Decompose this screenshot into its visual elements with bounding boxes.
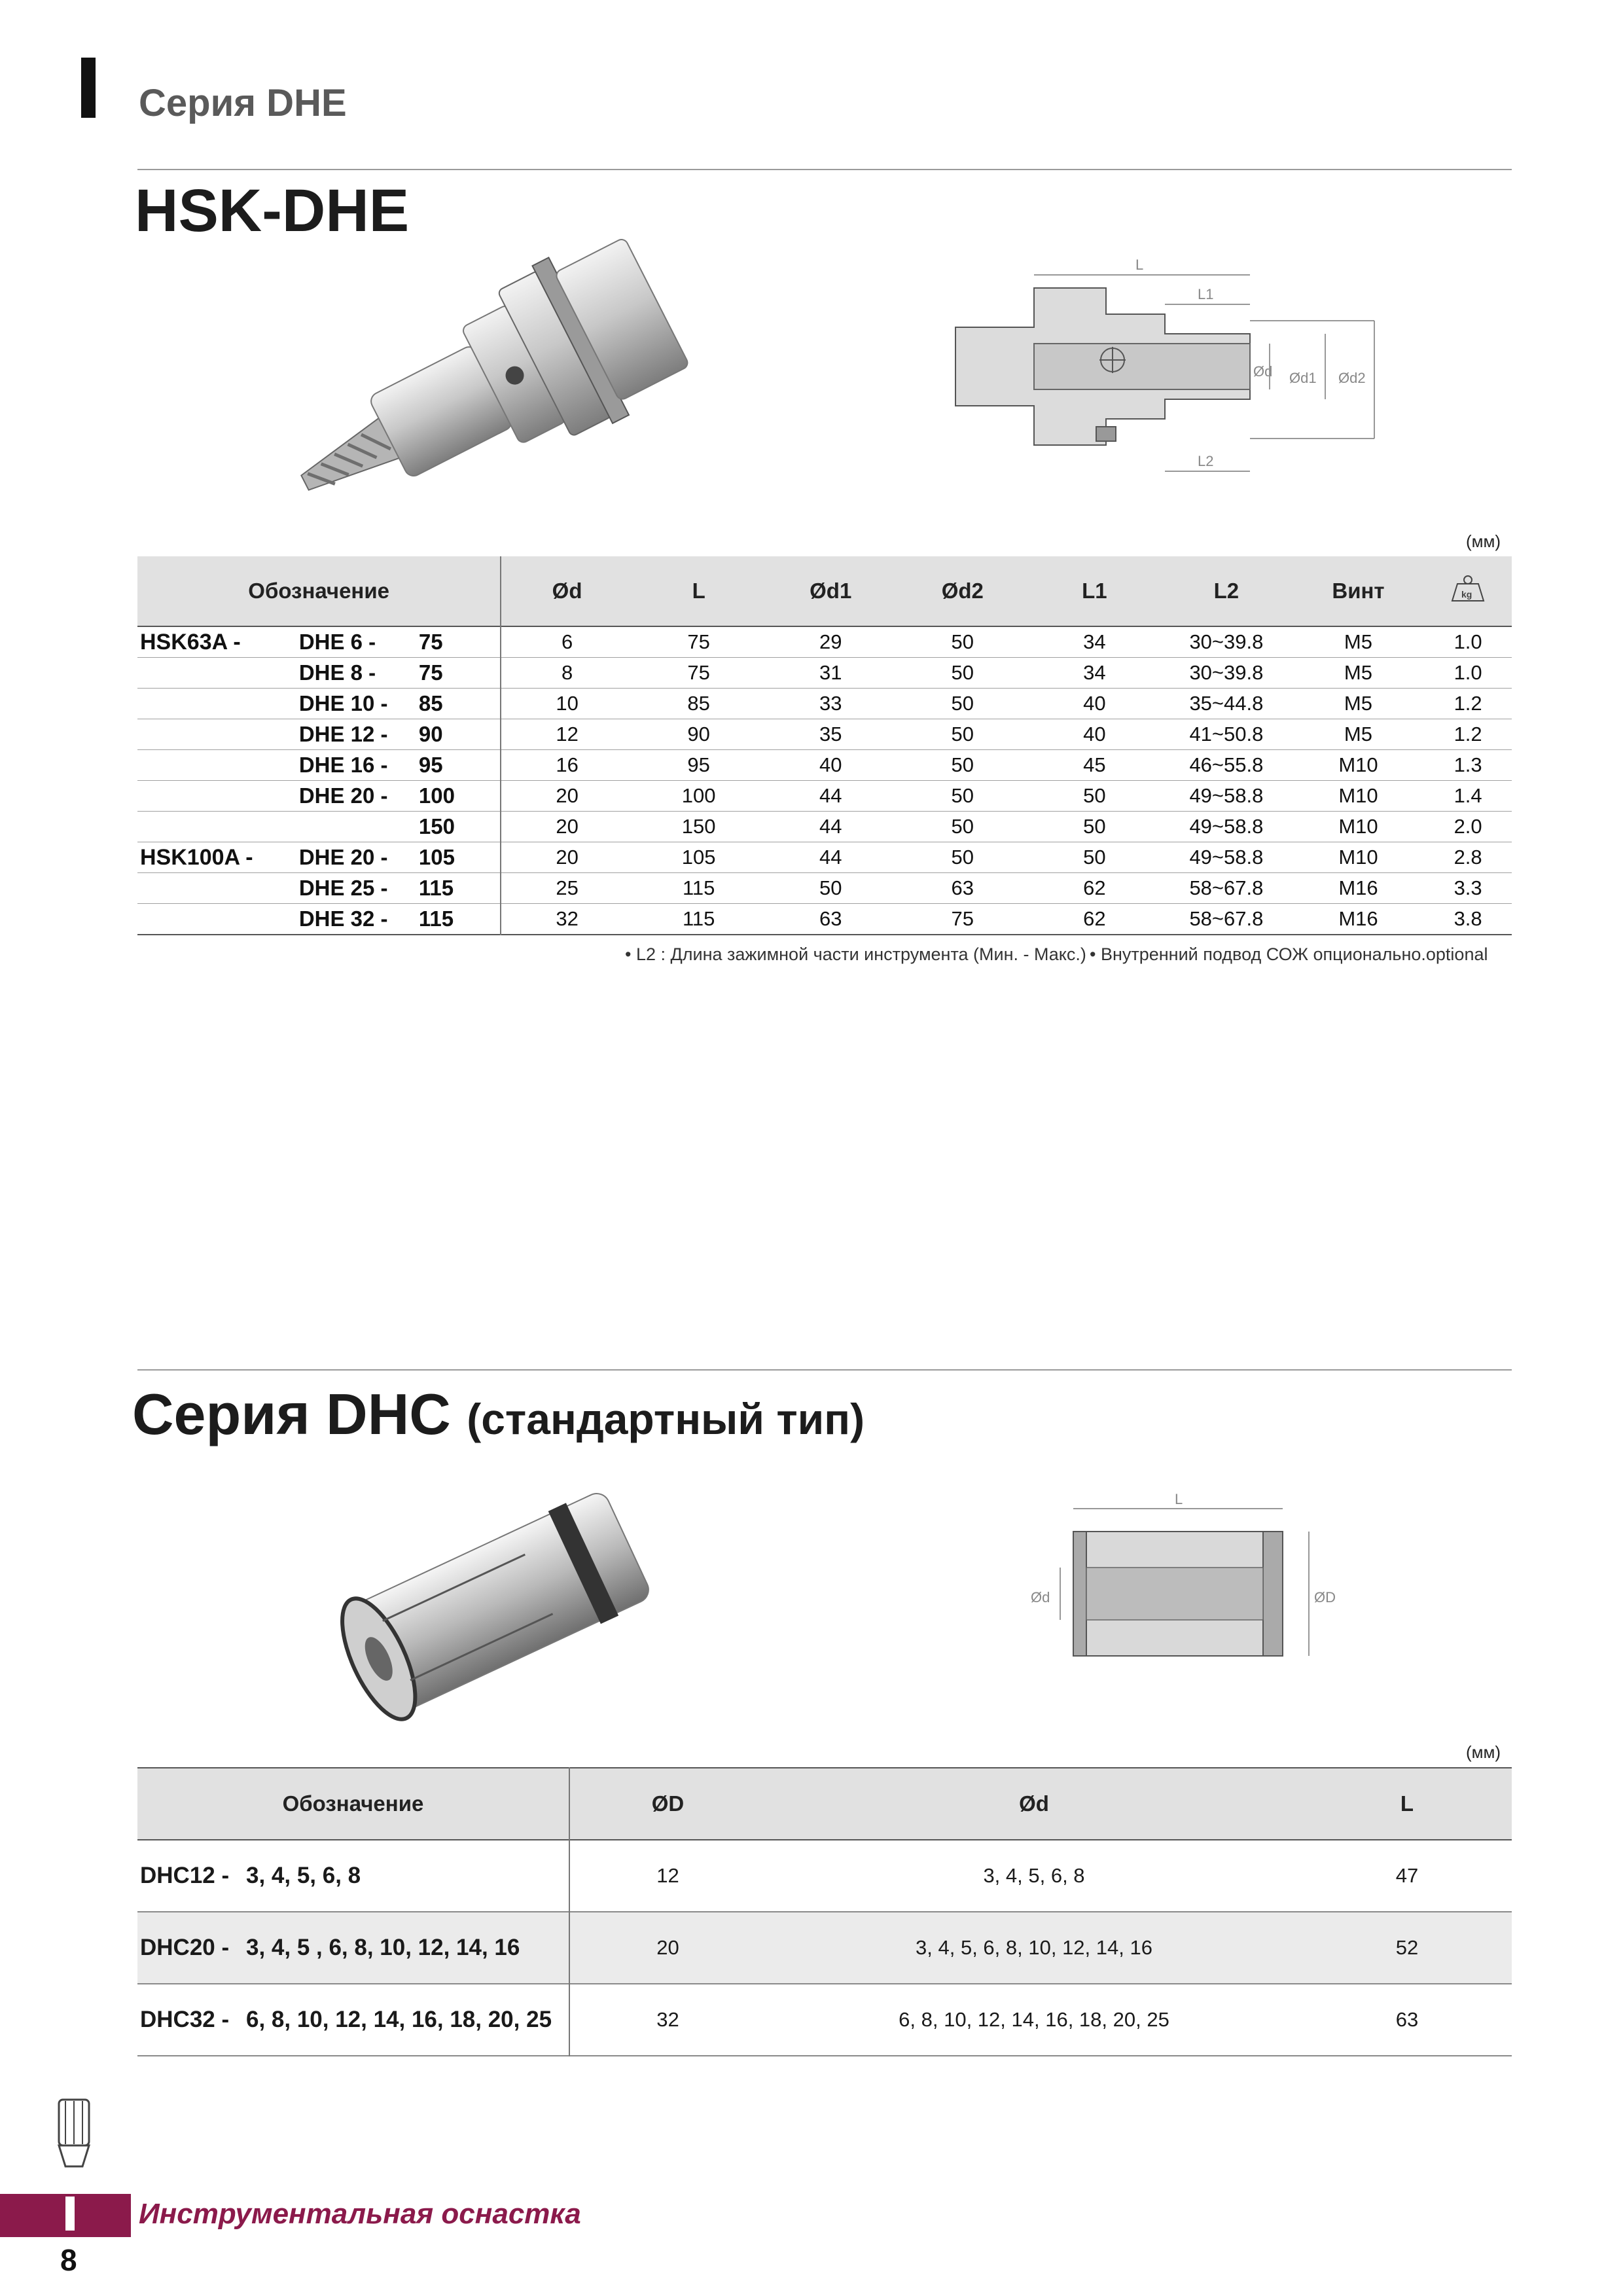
d-cell: 12 <box>556 723 579 745</box>
length-cell: 85 <box>419 689 501 719</box>
weight-cell: 1.3 <box>1454 753 1482 776</box>
L-cell: 115 <box>682 907 715 930</box>
model-cell <box>137 689 299 719</box>
L-cell: 47 <box>1395 1864 1419 1887</box>
header-divider <box>137 169 1512 170</box>
model-cell: DHC12 - <box>140 1863 230 1888</box>
model-cell <box>137 873 299 904</box>
d1-cell: 33 <box>819 692 842 715</box>
model-cell <box>137 781 299 812</box>
model-cell <box>137 904 299 935</box>
d2-cell: 63 <box>951 876 974 899</box>
screw-cell: M5 <box>1344 723 1372 745</box>
table-row <box>137 719 1512 750</box>
footer-chapter-mark <box>65 2197 75 2231</box>
d-cell: 6 <box>561 630 573 653</box>
col-screw: Винт <box>1293 556 1425 626</box>
weight-cell: 2.8 <box>1454 846 1482 869</box>
table2-unit: (мм) <box>1466 1742 1501 1762</box>
d-cell: 3, 4, 5, 6, 8 <box>983 1864 1085 1887</box>
d2-cell: 50 <box>951 723 974 745</box>
col-d1: Ød1 <box>764 556 897 626</box>
d-cell: 6, 8, 10, 12, 14, 16, 18, 20, 25 <box>899 2008 1169 2031</box>
sizes-cell: 6, 8, 10, 12, 14, 16, 18, 20, 25 <box>243 1984 569 2056</box>
screw-cell: M10 <box>1338 846 1378 869</box>
length-cell: 105 <box>419 842 501 873</box>
d2-cell: 50 <box>951 815 974 838</box>
d-cell: 16 <box>556 753 579 776</box>
svg-text:kg: kg <box>1461 589 1472 600</box>
weight-cell: 3.3 <box>1454 876 1482 899</box>
dim-d1: Ød1 <box>1289 370 1317 386</box>
model-cell <box>137 719 299 750</box>
L-cell: 63 <box>1395 2008 1419 2031</box>
dim-d: Ød <box>1253 363 1273 380</box>
hsk-dhe-photo <box>268 236 713 537</box>
d-cell: 20 <box>556 815 579 838</box>
d2-cell: 75 <box>951 907 974 930</box>
table-row <box>137 812 1512 842</box>
weight-cell: 1.2 <box>1454 692 1482 715</box>
L-cell: 95 <box>687 753 710 776</box>
d1-cell: 50 <box>819 876 842 899</box>
screw-cell: M5 <box>1344 630 1372 653</box>
weight-cell: 1.4 <box>1454 784 1482 807</box>
screw-cell: M16 <box>1338 876 1378 899</box>
table-row <box>137 750 1512 781</box>
L1-cell: 50 <box>1083 846 1106 869</box>
dim-L1: L1 <box>1198 286 1214 302</box>
col-L1: L1 <box>1029 556 1161 626</box>
col-L2: L2 <box>1160 556 1293 626</box>
weight-cell: 1.2 <box>1454 723 1482 745</box>
col-d: Ød <box>501 556 633 626</box>
sizes-cell: 3, 4, 5, 6, 8 <box>243 1840 569 1912</box>
d-cell: 8 <box>561 661 573 684</box>
L1-cell: 40 <box>1083 723 1106 745</box>
dhe-cell: DHE 8 - <box>298 660 376 685</box>
L1-cell: 34 <box>1083 630 1106 653</box>
dhc-drawing <box>1014 1492 1355 1689</box>
dim2-D: ØD <box>1314 1589 1336 1605</box>
model-cell <box>137 812 299 842</box>
d1-cell: 44 <box>819 815 842 838</box>
length-cell: 150 <box>419 812 501 842</box>
length-cell: 95 <box>419 750 501 781</box>
d-cell: 25 <box>556 876 579 899</box>
model-cell: HSK63A - <box>140 629 241 655</box>
screw-cell: M10 <box>1338 784 1378 807</box>
model-cell: HSK100A - <box>140 844 253 870</box>
col-designation: Обозначение <box>137 556 501 626</box>
weight-icon <box>1448 572 1488 605</box>
d-cell: 20 <box>556 846 579 869</box>
table-row <box>137 658 1512 689</box>
d-cell: 32 <box>556 907 579 930</box>
dim2-L: L <box>1175 1492 1183 1507</box>
page-number: 8 <box>60 2243 77 2277</box>
d2-cell: 50 <box>951 630 974 653</box>
d-cell: 10 <box>556 692 579 715</box>
model-cell: DHC32 - <box>140 2007 230 2032</box>
footer-title: Инструментальная оснастка <box>139 2198 581 2230</box>
L1-cell: 62 <box>1083 907 1106 930</box>
section1-title: HSK-DHE <box>135 177 410 244</box>
table-row <box>137 873 1512 904</box>
table-row <box>137 1840 1512 1912</box>
L1-cell: 34 <box>1083 661 1106 684</box>
table-row <box>137 1984 1512 2056</box>
d1-cell: 63 <box>819 907 842 930</box>
length-cell: 115 <box>419 904 501 935</box>
section2-title <box>132 1381 865 1448</box>
L1-cell: 45 <box>1083 753 1106 776</box>
d2-cell: 50 <box>951 753 974 776</box>
col-d2: Ød2 <box>897 556 1029 626</box>
table-row <box>137 781 1512 812</box>
screw-cell: M10 <box>1338 815 1378 838</box>
dhe-cell: DHE 16 - <box>298 753 388 777</box>
screw-cell: M16 <box>1338 907 1378 930</box>
d2-cell: 50 <box>951 784 974 807</box>
dhc-table <box>137 1767 1512 2056</box>
section2-divider <box>137 1369 1512 1371</box>
d2-cell: 50 <box>951 692 974 715</box>
col-L: L <box>633 556 765 626</box>
col2-designation: Обозначение <box>137 1768 569 1840</box>
sizes-cell: 3, 4, 5 , 6, 8, 10, 12, 14, 16 <box>243 1912 569 1984</box>
dhe-cell: DHE 20 - <box>298 783 388 808</box>
dhe-cell: DHE 12 - <box>298 722 388 746</box>
d1-cell: 29 <box>819 630 842 653</box>
dhe-cell: DHE 25 - <box>298 876 388 900</box>
screw-cell: M5 <box>1344 692 1372 715</box>
table-row <box>137 842 1512 873</box>
header-series: Серия DHE <box>139 82 347 124</box>
L-cell: 105 <box>681 846 716 869</box>
col2-L: L <box>1302 1768 1512 1840</box>
header-bar <box>81 58 96 118</box>
L2-cell: 58~67.8 <box>1189 907 1264 930</box>
L1-cell: 50 <box>1083 784 1106 807</box>
model-cell: DHC20 - <box>137 1912 243 1984</box>
weight-cell: 1.0 <box>1454 661 1482 684</box>
d1-cell: 44 <box>819 784 842 807</box>
L2-cell: 49~58.8 <box>1189 815 1264 838</box>
dhc-collet-photo <box>327 1466 668 1741</box>
d-cell: 20 <box>556 784 579 807</box>
dhe-cell: DHE 32 - <box>298 906 388 931</box>
weight-cell: 2.0 <box>1454 815 1482 838</box>
collet-icon <box>51 2093 97 2178</box>
dim-d2: Ød2 <box>1338 370 1366 386</box>
L-cell: 85 <box>687 692 710 715</box>
L2-cell: 58~67.8 <box>1189 876 1264 899</box>
L2-cell: 30~39.8 <box>1189 630 1264 653</box>
length-cell: 75 <box>419 658 501 689</box>
dhe-cell: DHE 10 - <box>298 691 388 715</box>
weight-cell: 3.8 <box>1454 907 1482 930</box>
D-cell: 32 <box>656 2008 679 2031</box>
weight-cell: 1.0 <box>1454 630 1482 653</box>
length-cell: 100 <box>419 781 501 812</box>
d1-cell: 44 <box>819 846 842 869</box>
length-cell: 75 <box>419 626 501 658</box>
d1-cell: 31 <box>819 661 842 684</box>
col2-d: Ød <box>766 1768 1302 1840</box>
col-weight <box>1424 556 1512 626</box>
D-cell: 20 <box>569 1912 766 1984</box>
hsk-dhe-table <box>137 556 1512 935</box>
dhe-cell: DHE 20 - <box>298 845 388 869</box>
dim-L2: L2 <box>1198 453 1214 469</box>
d2-cell: 50 <box>951 846 974 869</box>
L1-cell: 62 <box>1083 876 1106 899</box>
L-cell: 90 <box>687 723 710 745</box>
dhe-cell: DHE 6 - <box>298 630 376 654</box>
L-cell: 75 <box>687 630 710 653</box>
L-cell: 75 <box>687 661 710 684</box>
L1-cell: 50 <box>1083 815 1106 838</box>
dim-L: L <box>1135 257 1144 273</box>
table2-header-row <box>137 1768 1512 1840</box>
table1-header-row <box>137 556 1512 626</box>
table-row <box>137 689 1512 719</box>
d-cell: 3, 4, 5, 6, 8, 10, 12, 14, 16 <box>766 1912 1302 1984</box>
table-row <box>137 1912 1512 1984</box>
table1-unit: (мм) <box>1466 531 1501 551</box>
L2-cell: 30~39.8 <box>1189 661 1264 684</box>
L2-cell: 41~50.8 <box>1189 723 1264 745</box>
L-cell: 150 <box>681 815 716 838</box>
L1-cell: 40 <box>1083 692 1106 715</box>
d1-cell: 35 <box>819 723 842 745</box>
L2-cell: 49~58.8 <box>1189 784 1264 807</box>
L-cell: 100 <box>681 784 716 807</box>
model-cell <box>137 750 299 781</box>
dim2-d: Ød <box>1031 1589 1050 1605</box>
note-l2: • L2 : Длина зажимной части инструмента (Мин. - Макс.) <box>625 944 1086 964</box>
L2-cell: 49~58.8 <box>1189 846 1264 869</box>
screw-cell: M5 <box>1344 661 1372 684</box>
D-cell: 12 <box>656 1864 679 1887</box>
note-coolant: • Внутренний подвод СОЖ опционально.optional <box>1090 944 1488 964</box>
d2-cell: 50 <box>951 661 974 684</box>
L2-cell: 35~44.8 <box>1189 692 1264 715</box>
section2-title-main: Серия DHC <box>132 1382 451 1446</box>
dhe-cell <box>299 812 419 842</box>
screw-cell: M10 <box>1338 753 1378 776</box>
col2-D: ØD <box>569 1768 766 1840</box>
L-cell: 52 <box>1302 1912 1512 1984</box>
section2-subtitle: (стандартный тип) <box>467 1395 865 1443</box>
table-row <box>137 626 1512 658</box>
L-cell: 115 <box>682 876 715 899</box>
L2-cell: 46~55.8 <box>1189 753 1264 776</box>
d1-cell: 40 <box>819 753 842 776</box>
length-cell: 115 <box>419 873 501 904</box>
hsk-dhe-drawing <box>936 255 1407 478</box>
model-cell <box>137 658 299 689</box>
table-row <box>137 904 1512 935</box>
length-cell: 90 <box>419 719 501 750</box>
